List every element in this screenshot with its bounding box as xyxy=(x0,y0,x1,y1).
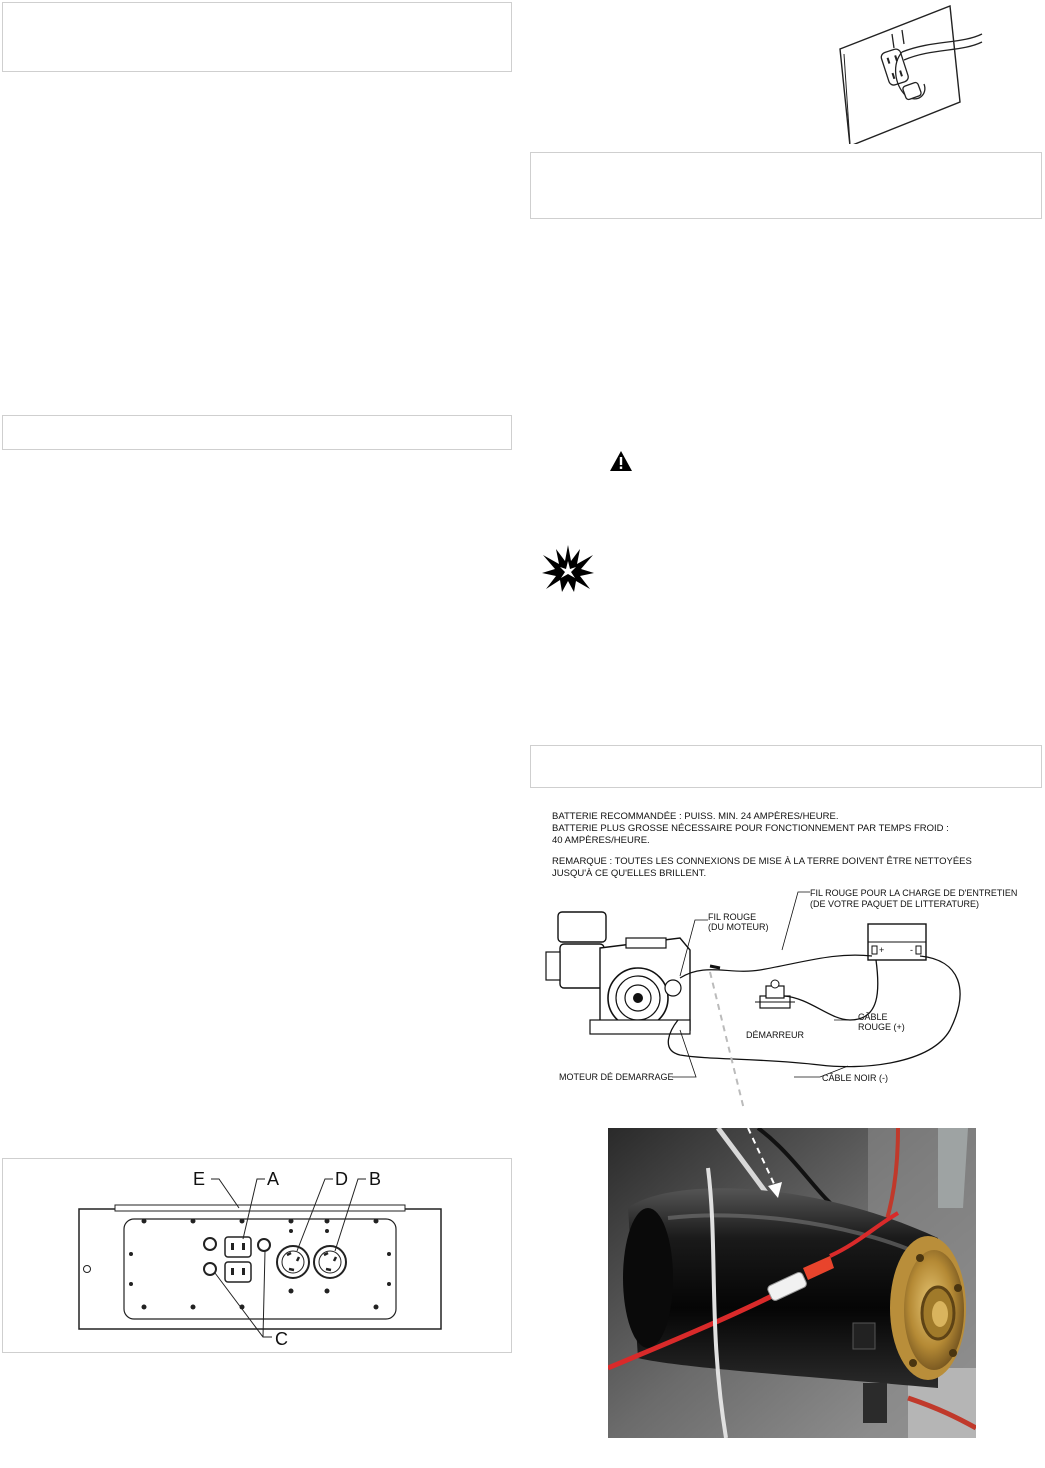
mount-hole xyxy=(325,1219,330,1224)
battery-note-2: BATTERIE PLUS GROSSE NÉCESSAIRE POUR FONCTIONNEMENT PAR TEMPS FROID : xyxy=(552,823,949,834)
explosion-hazard-icon xyxy=(540,543,596,593)
mount-hole xyxy=(374,1305,379,1310)
outlet-ground-illustration xyxy=(832,4,992,144)
mount-hole xyxy=(289,1289,294,1294)
circuit-breaker xyxy=(204,1263,216,1275)
control-panel-drawing xyxy=(3,1159,513,1354)
mount-hole xyxy=(129,1282,133,1286)
mount-hole xyxy=(129,1252,133,1256)
callout-c: C xyxy=(275,1329,288,1349)
header-box-mid-left xyxy=(2,415,512,450)
battery-note-1: BATTERIE RECOMMANDÉE : PUISS. MIN. 24 AMPÈRES/HEURE. xyxy=(552,811,839,822)
red-cable xyxy=(784,960,878,1020)
header-box-top-left xyxy=(2,2,512,72)
ground-note-2: JUSQU'À CE QU'ELLES BRILLENT. xyxy=(552,868,707,879)
ground-note-1: REMARQUE : TOUTES LES CONNEXIONS DE MISE À LA TERRE DOIVENT ÊTRE NETTOYÉES xyxy=(552,856,972,867)
callout-e: E xyxy=(193,1169,206,1189)
black-cable xyxy=(668,956,960,1067)
starter-motor-photo-art xyxy=(608,1128,976,1438)
engine-lead-label-1: FIL ROUGE xyxy=(708,912,757,922)
mount-hole xyxy=(191,1219,196,1224)
battery-drawing xyxy=(868,924,926,960)
starter-motor-photo xyxy=(608,1128,976,1438)
circuit-breaker xyxy=(204,1238,216,1250)
mount-hole xyxy=(387,1282,391,1286)
engine-lead-label-2: (DU MOTEUR) xyxy=(708,922,769,932)
trickle-charge-lead xyxy=(680,955,872,978)
mount-hole xyxy=(142,1305,147,1310)
mount-hole xyxy=(387,1252,391,1256)
callout-d: D xyxy=(335,1169,348,1189)
mount-hole xyxy=(325,1289,330,1294)
black-cable-label: CÂBLE NOIR (-) xyxy=(822,1073,889,1083)
mount-hole xyxy=(84,1266,91,1273)
header-box-top-right xyxy=(530,152,1042,219)
mount-hole xyxy=(289,1229,293,1233)
battery-plus-label: + xyxy=(879,945,885,955)
mount-hole xyxy=(240,1219,245,1224)
callout-a: A xyxy=(267,1169,280,1189)
engine-drawing xyxy=(546,912,690,1034)
battery-note-3: 40 AMPÈRES/HEURE. xyxy=(552,835,650,846)
starter-motor-label: MOTEUR DÉ DEMARRAGE xyxy=(559,1072,674,1082)
mount-hole xyxy=(374,1219,379,1224)
mount-hole xyxy=(325,1229,329,1233)
solenoid-label: DÉMARREUR xyxy=(746,1030,805,1040)
header-box-mid-right xyxy=(530,745,1042,788)
solenoid-drawing xyxy=(755,980,795,1008)
leader-e xyxy=(211,1179,239,1208)
callout-b: B xyxy=(369,1169,382,1189)
mount-hole xyxy=(191,1305,196,1310)
mount-hole xyxy=(289,1219,294,1224)
warning-triangle-icon xyxy=(609,450,633,472)
trickle-lead-label-2: (DE VOTRE PAQUET DE LITTERATURE) xyxy=(810,899,980,909)
red-cable-label-1: CÂBLE xyxy=(858,1012,888,1022)
twist-lock-receptacle-d xyxy=(277,1246,309,1278)
twist-lock-receptacle-b xyxy=(314,1246,346,1278)
red-cable-label-2: ROUGE (+) xyxy=(858,1022,905,1032)
control-panel-figure xyxy=(2,1158,512,1353)
trickle-lead-label-1: FIL ROUGE POUR LA CHARGE DE D'ENTRETIEN xyxy=(810,888,1018,898)
battery-minus-label: - xyxy=(910,945,913,955)
mount-hole xyxy=(142,1219,147,1224)
circuit-breaker xyxy=(258,1239,270,1251)
